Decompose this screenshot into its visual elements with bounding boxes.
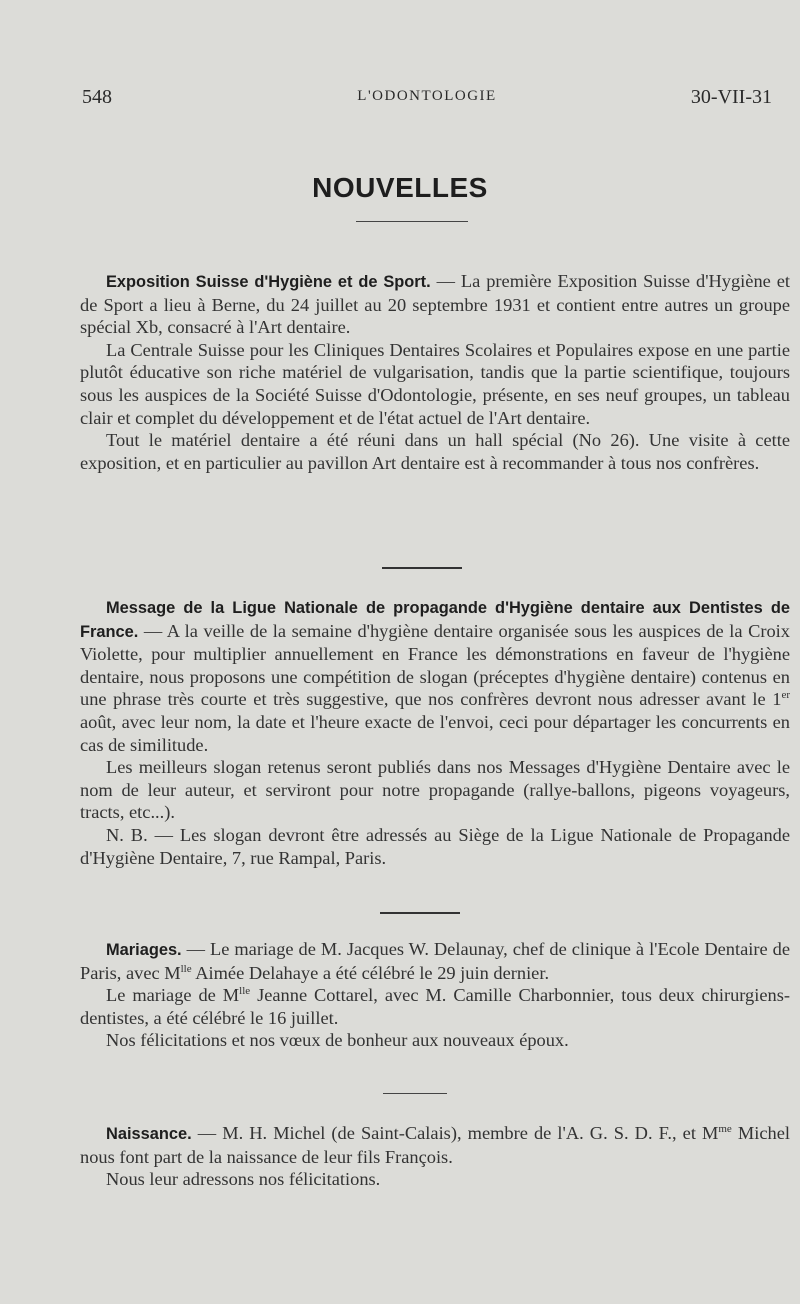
- article-paragraph: [80, 596, 790, 756]
- article-paragraph: La Centrale Suisse pour les Cliniques Dentaires Scolaires et Populaires expose en une partie plutôt éducative son riche matériel de vulgarisation, tandis que la partie scientifique, toujours sous les auspices de la Société Suisse d'Odontologie, présente, en ses neuf groupes, un tableau clair et complet du développement et de l'état actuel de l'Art dentaire.: [80, 339, 790, 428]
- article-text: — M. H. Michel (de Saint-Calais), membre de l'A. G. S. D. F., et M: [197, 1123, 719, 1143]
- article-paragraph: [80, 270, 790, 339]
- article-heading: Message de la Ligue Nationale de propagande d'Hygiène dentaire aux Dentistes de France.: [80, 599, 790, 641]
- article-text: Aimée Delahaye a été célébré le 29 juin dernier.: [191, 962, 550, 983]
- article-text: août, avec leur nom, la date et l'heure exacte de l'envoi, ceci pour départager les concurrents en cas de similitude.: [80, 711, 790, 755]
- journal-title: L'ODONTOLOGIE: [357, 88, 497, 104]
- superscript: er: [781, 689, 790, 702]
- article-mariages: [80, 938, 790, 1052]
- article-text: Le mariage de M: [106, 985, 240, 1006]
- section-divider: [380, 912, 460, 914]
- superscript: lle: [239, 985, 251, 998]
- article-paragraph: Nos félicitations et nos vœux de bonheur aux nouveaux époux.: [106, 1030, 569, 1051]
- article-text: — Le mariage de M. Jacques W. Delaunay, chef de clinique à l'Ecole Dentaire de Paris, avec M: [80, 939, 790, 983]
- page-title: NOUVELLES: [312, 172, 488, 203]
- article-heading: Exposition Suisse d'Hygiène et de Sport.: [106, 273, 431, 291]
- article-paragraph: Les meilleurs slogan retenus seront publiés dans nos Messages d'Hygiène Dentaire avec le nom de leur auteur, et serviront pour notre propagande (rallye-ballons, pigeons voyageurs, tracts, etc...).: [80, 757, 790, 823]
- article-paragraph: Nous leur adressons nos félicitations.: [106, 1169, 381, 1190]
- page-header: [82, 86, 772, 116]
- article-heading: Mariages.: [106, 941, 182, 959]
- article-text: — A la veille de la semaine d'hygiène dentaire organisée sous les auspices de la Croix Violette, pour multiplier annuellement en France les démonstrations en faveur de l'hygiène dentaire, nous proposons une compétition de slogan (préceptes d'hygiène dentaire) contenus en une phrase très courte et très suggestive, que nos confrères devront nous adresser avant le 1: [80, 620, 790, 710]
- article-text: — La première Exposition Suisse d'Hygiène et de Sport a lieu à Berne, du 24 juillet au 20 septembre 1931 et contient entre autres un groupe spécial Xb, consacré à l'Art dentaire.: [80, 271, 790, 338]
- article-heading: Naissance.: [106, 1125, 192, 1143]
- article-naissance: [80, 1122, 790, 1191]
- superscript: lle: [180, 962, 192, 975]
- article-message: [80, 596, 790, 869]
- article-paragraph: [80, 984, 790, 1029]
- section-divider: [383, 1093, 447, 1094]
- article-text: Michel nous font part de la naissance de leur fils François.: [80, 1123, 790, 1167]
- page-number: 548: [82, 86, 112, 108]
- article-text: Jeanne Cottarel, avec M. Camille Charbonnier, tous deux chirurgiens-dentistes, a été célébré le 16 juillet.: [80, 985, 791, 1028]
- article-paragraph: N. B. — Les slogan devront être adressés au Siège de la Ligue Nationale de Propagande d'Hygiène Dentaire, 7, rue Rampal, Paris.: [80, 824, 790, 868]
- article-paragraph: [80, 938, 790, 984]
- superscript: me: [718, 1122, 732, 1135]
- title-divider: [356, 221, 468, 222]
- article-paragraph: [80, 1122, 790, 1168]
- article-paragraph: Tout le matériel dentaire a été réuni dans un hall spécial (No 26). Une visite à cette exposition, et en particulier au pavillon Art dentaire est à recommander à tous nos confrères.: [80, 430, 790, 473]
- issue-date: 30-VII-31: [690, 86, 772, 108]
- section-divider: [382, 567, 462, 569]
- article-exposition: [80, 270, 790, 474]
